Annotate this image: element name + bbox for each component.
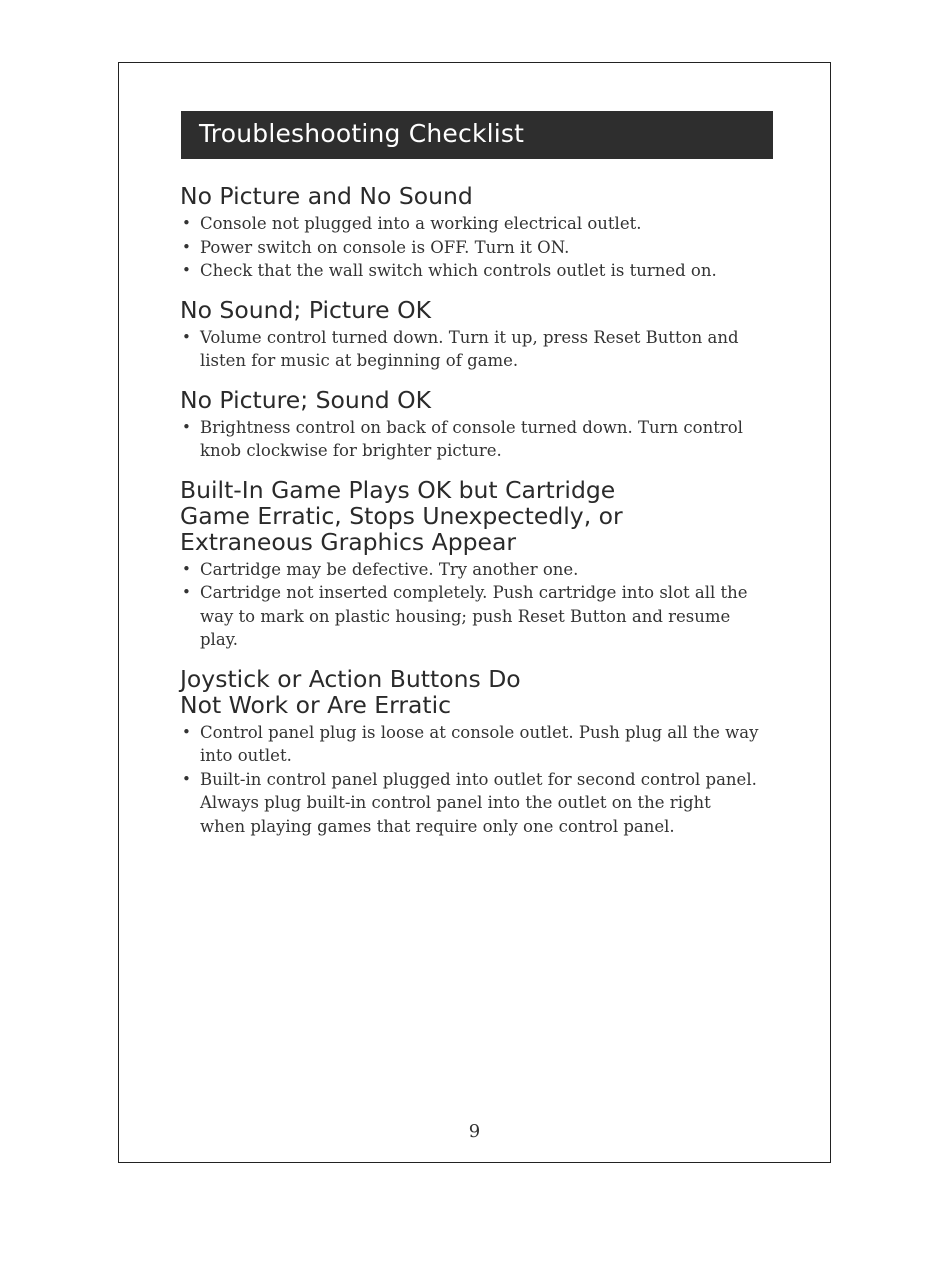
list-item [180,326,760,373]
list-item [180,416,760,463]
bullet-list [180,416,760,463]
item-text: Control panel plug is loose at console outlet. Push plug all the way into outlet. [200,722,759,765]
item-text: Built-in control panel plugged into outlet for second control panel. Always plug built-in control panel into the outlet on the right when playing games that require only one control panel. [200,769,757,836]
section-heading [180,477,760,555]
checklist-content [180,183,760,852]
heading-line: Extraneous Graphics Appear [180,527,517,556]
section-heading [180,297,760,323]
heading-line: Game Erratic, Stops Unexpectedly, or [180,501,623,530]
page-number: 9 [468,1121,481,1142]
bullet-icon: • [182,214,191,232]
list-item [180,236,760,260]
page-title: Troubleshooting Checklist [181,111,773,159]
item-text: Power switch on console is OFF. Turn it ON. [200,237,570,257]
item-text: Volume control turned down. Turn it up, press Reset Button and listen for music at beginning of game. [200,327,739,370]
bullet-icon: • [182,583,191,601]
item-text: Cartridge may be defective. Try another one. [200,559,579,579]
heading-line: Joystick or Action Buttons Do [180,664,521,693]
heading-line: Not Work or Are Erratic [180,690,452,719]
heading-line: No Picture and No Sound [180,182,473,210]
bullet-icon: • [182,237,191,256]
section-heading [180,387,760,413]
heading-line: Built-In Game Plays OK but Cartridge [180,475,616,504]
bullet-icon: • [182,559,191,578]
bullet-list [180,212,760,283]
item-text: Check that the wall switch which controls outlet is turned on. [200,261,717,280]
section-no-sound-picture-ok [180,297,760,373]
section-no-picture-sound-ok [180,387,760,463]
item-text: Brightness control on back of console turned down. Turn control knob clockwise for brighter picture. [200,417,743,460]
bullet-icon: • [182,417,191,436]
section-heading [180,666,760,718]
heading-line: No Picture; Sound OK [180,385,432,414]
heading-line: No Sound; Picture OK [180,295,432,324]
bullet-icon: • [182,769,191,788]
list-item [180,259,760,283]
bullet-list [180,558,760,652]
bullet-list [180,721,760,839]
item-text: Cartridge not inserted completely. Push cartridge into slot all the way to mark on plastic housing; push Reset Button and resume play. [200,583,748,649]
section-heading [180,183,760,209]
list-item [180,721,760,768]
section-joystick-erratic [180,666,760,839]
section-no-picture-no-sound [180,183,760,283]
manual-page [118,62,831,1163]
bullet-icon: • [182,261,191,279]
bullet-list [180,326,760,373]
bullet-icon: • [182,722,191,741]
section-cartridge-erratic [180,477,760,652]
bullet-icon: • [182,327,191,346]
list-item [180,558,760,582]
list-item [180,581,760,652]
list-item [180,768,760,839]
list-item [180,212,760,236]
item-text: Console not plugged into a working electrical outlet. [200,214,642,233]
